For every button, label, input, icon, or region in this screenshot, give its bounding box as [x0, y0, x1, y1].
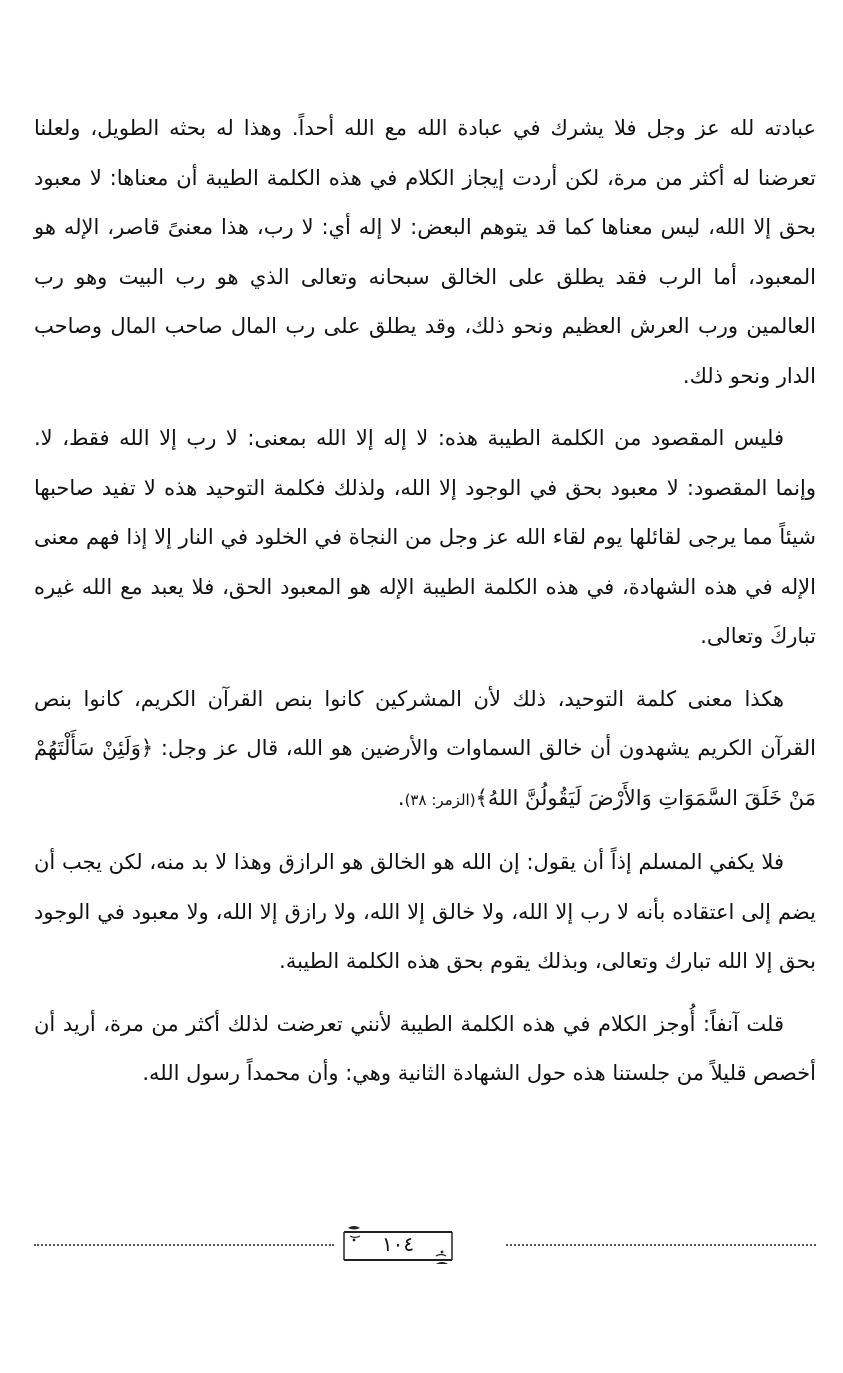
paragraph-3	[34, 675, 816, 826]
paragraph-2: فليس المقصود من الكلمة الطيبة هذه: لا إله إلا الله بمعنى: لا رب إلا الله فقط، لا. وإنما المقصود: لا معبود بحق في الوجود إلا الله، ولذلك فكلمة التوحيد هذه لا تفيد صاحبها شيئاً مما يرجى لقائلها يوم لقاء الله عز وجل من النجاة في الخلود في النار إلا إذا فهم معنى الإله في هذه الشهادة، في هذه الكلمة الطيبة الإله هو المعبود الحق، فلا يعبد مع الله غيره تباركَ وتعالى.	[34, 426, 816, 648]
footer-dotted-rule-left	[34, 1244, 334, 1246]
paragraph-5: قلت آنفاً: أُوجز الكلام في هذه الكلمة الطيبة لأنني تعرضت لذلك أكثر من مرة، أريد أن أخصص قليلاً من جلستنا هذه حول الشهادة الثانية وهي: وأن محمداً رسول الله.	[34, 1011, 816, 1085]
page-number-frame	[340, 1224, 456, 1264]
paragraph-3-end: .	[397, 785, 405, 810]
verse-reference: (الزمر: ٣٨)	[404, 790, 476, 809]
body-text	[34, 104, 816, 1112]
paragraph-1: عبادته لله عز وجل فلا يشرك في عبادة الله مع الله أحداً. وهذا له بحثه الطويل، ولعلنا تعرضنا له أكثر من مرة، لكن أردت إيجاز الكلام في هذه الكلمة الطيبة أن معناها: لا معبود بحق إلا الله، ليس معناها كما قد يتوهم البعض: لا إله أي: لا رب، هذا معنىً قاصر، الإله هو المعبود، أما الرب فقد يطلق على الخالق سبحانه وتعالى الذي هو رب البيت وهو رب العالمين ورب العرش العظيم ونحو ذلك، وقد يطلق على رب المال صاحب المال وصاحب الدار ونحو ذلك.	[34, 116, 816, 388]
footer-dotted-rule-right	[506, 1244, 816, 1246]
page-number: ١٠٤	[381, 1232, 415, 1256]
quran-verse: ﴿وَلَئِنْ سَأَلْتَهُمْ مَنْ خَلَقَ السَّمَوَاتِ وَالأَرْضَ لَيَقُولُنَّ اللهُ﴾	[34, 736, 816, 810]
page-footer	[34, 1222, 816, 1272]
paragraph-4: فلا يكفي المسلم إذاً أن يقول: إن الله هو الخالق هو الرازق وهذا لا بد منه، لكن يجب أن يضم إلى اعتقاده بأنه لا رب إلا الله، ولا خالق إلا الله، ولا رازق إلا الله، ولا معبود في الوجود بحق إلا الله تبارك وتعالى، وبذلك يقوم بحق هذه الكلمة الطيبة.	[34, 850, 816, 973]
paragraph-3-text: هكذا معنى كلمة التوحيد، ذلك لأن المشركين كانوا بنص القرآن الكريم، كانوا بنص القرآن الكريم يشهدون أن خالق السماوات والأرضين هو الله، قال عز وجل:	[34, 686, 816, 760]
